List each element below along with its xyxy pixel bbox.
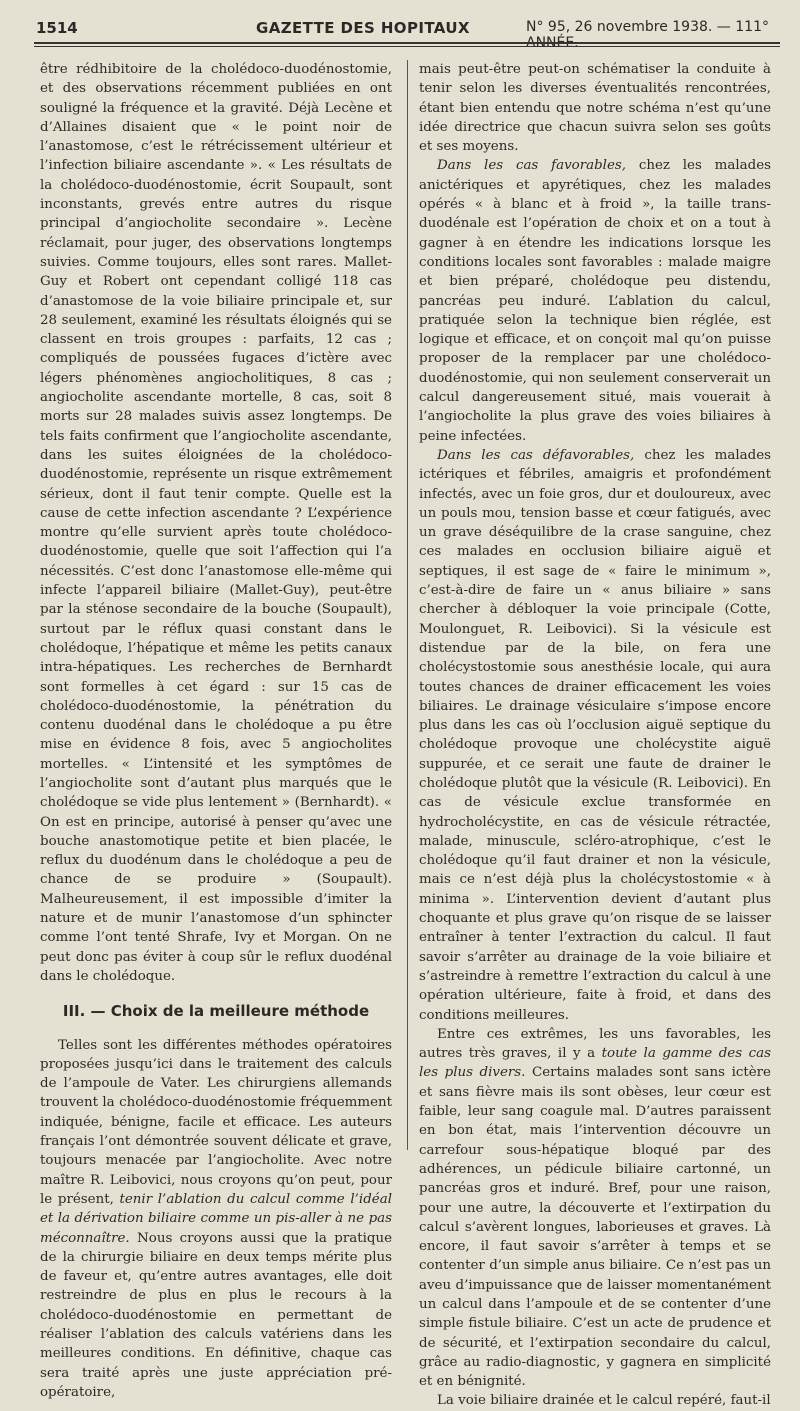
paragraph [419, 446, 771, 1025]
right-column [419, 60, 771, 1411]
text-run: Telles sont les différentes méthodes opératoires proposées jusqu’ici dans le traitement des calculs de l’ampoule de Vater. Les chirurgiens allemands trouvent la cholédoco-duodénostomie fréquemment indiquée, bénigne, facile et efficace. Les auteurs français l’ont démontrée souvent délicate et grave, toujours menacée par l’angiocholite. Avec notre maître R. Leibovici, nous croyons qu’on peut, pour le présent, [40, 1037, 392, 1207]
paragraph [419, 1025, 771, 1392]
text-run: Certains malades sont sans ictère et sans fièvre mais ils sont obèses, leur cœur est faible, leur sang coagule mal. D’autres paraissent en bon état, mais l’intervention découvre un carrefour sous-hépatique bloqué par des adhérences, un pédicule biliaire cartonné, un pancréas gros et induré. Bref, pour une raison, pour une autre, la découverte et l’extirpation du calcul s’avèrent longues, laborieuses et graves. Là encore, il faut savoir s’arrêter à temps et se contenter d’un simple anus biliaire. Ce n’est pas un aveu d’impuissance que de laisser momentanément un calcul dans l’ampoule et de se contenter d’une simple fistule biliaire. C’est un acte de prudence et de sécurité, et l’extirpation secondaire du calcul, grâce au radio-diagnostic, y gagnera en simplicité et en bénignité. [419, 1065, 771, 1390]
emphasis: Dans les cas favorables, [437, 158, 626, 174]
paragraph [40, 1036, 392, 1403]
text-run: Entre ces extrêmes, les uns favorables, les autres très graves, il y a [419, 1026, 771, 1062]
text-run: chez les malades ictériques et fébriles, amaigris et profondément infectés, avec un foie gros, dur et douloureux, avec un pouls mou, tension basse et cœur fatigués, avec un grave déséquilibre de la crase sanguine, chez ces malades en occlusion biliaire aiguë et septiques, il est sage de « faire le minimum », c’est-à-dire de faire un « anus biliaire » sans chercher à débloquer la voie principale (Cotte, Moulonguet, R. Leibovici). Si la vésicule est distendue par de la bile, on fera une cholécystostomie sous anesthésie locale, qui aura toutes chances de drainer efficacement les voies biliaires. Le drainage vésiculaire s’impose encore plus dans les cas où l’occlusion aiguë septique du cholédoque provoque une cholécystite aiguë suppurée, et ce serait une faute de drainer le cholédoque plutôt que la vésicule (R. Leibovici). En cas de vésicule exclue transformée en hydrocholécystite, en cas de vésicule rétractée, malade, minuscule, scléro-atrophique, c’est le cholédoque qu’il faut drainer et non la vésicule, mais ce n’est déjà plus la cholécystostomie « à minima ». L’intervention devient d’autant plus choquante et plus grave qu’on risque de se laisser entraîner à tenter l’extraction du calcul. Il faut savoir s’arrêter au drainage de la voie biliaire et s’astreindre à remettre l’extraction du calcul à une opération ultérieure, faite à froid, et dans des conditions meilleures. [419, 447, 772, 1023]
text-run: chez les malades anictériques et apyrétiques, chez les malades opérés « à blanc et à froid », la taille trans-duodénale est l’opération de choix et on a tout à gagner à en étendre les indications lorsque les conditions locales sont favorables : malade maigre et bien préparé, cholédoque peu distendu, pancréas peu induré. L’ablation du calcul, pratiquée selon la technique bien réglée, est logique et efficace, et on conçoit mal qu’on puisse proposer de la remplacer par une cholédoco-duodénostomie, qui non seulement conserverait un calcul dangereusement situé, mais vouerait à l’angiocholite la plus grave des voies biliaires à peine infectées. [419, 158, 772, 444]
paragraph: mais peut-être peut-on schématiser la conduite à tenir selon les diverses éventualités rencontrées, étant bien entendu que notre schéma n’est qu’une idée directrice que chacun suivra selon ses goûts et ses moyens. [419, 62, 771, 155]
paragraph: La voie biliaire drainée et le calcul repéré, faut-il [437, 1393, 771, 1409]
page-number: 1514 [36, 19, 78, 37]
issue-info: N° 95, 26 novembre 1938. — 111° ANNÉE. [526, 19, 769, 51]
journal-title: GAZETTE DES HOPITAUX [256, 19, 470, 37]
text-run: Nous croyons aussi que la pratique de la chirurgie biliaire en deux temps mérite plus de faveur et, qu’entre autres avantages, elle doit restreindre de plus en plus le recours à la cholédoco-duodénostomie en permettant de réaliser l’ablation des calculs vatériens dans les meilleures conditions. En définitive, chaque cas sera traité après une juste appréciation pré-opératoire, [40, 1230, 392, 1400]
left-column [40, 60, 392, 1402]
emphasis: toute la gamme des cas les plus divers. [419, 1046, 771, 1081]
column-divider [407, 60, 408, 1150]
page-header [30, 15, 784, 51]
emphasis: tenir l’ablation du calcul comme l’idéal et la dérivation biliaire comme un pis-aller à ne pas méconnaître. [40, 1191, 392, 1246]
emphasis: Dans les cas défavorables, [437, 447, 635, 463]
paragraph [419, 156, 771, 445]
paragraph: être rédhibitoire de la cholédoco-duodénostomie, et des observations récemment publiées en ont souligné la fréquence et la gravité. Déjà Lecène et d’Allaines disaient que « le point noir de l’anastomose, c’est le rétrécissement ultérieur et l’infection biliaire ascendante ». « Les résultats de la cholédoco-duodénostomie, écrit Soupault, sont inconstants, grevés entre autres du risque principal d’angiocholite secondaire ». Lecène réclamait, pour juger, des observations longtemps suivies. Comme toujours, elles sont rares. Mallet-Guy et Robert ont cependant colligé 118 cas d’anastomose de la voie biliaire principale et, sur 28 seulement, examiné les résultats éloignés qui se classent en trois groupes : parfaits, 12 cas ; compliqués de poussées fugaces d’ictère avec légers phénomènes angiocholitiques, 8 cas ; angiocholite ascendante mortelle, 8 cas, soit 8 morts sur 28 malades suivis assez longtemps. De tels faits confirment que l’angiocholite ascendante, dans les suites éloignées de la cholédoco-duodénostomie, représente un risque extrêmement sérieux, dont il faut tenir compte. Quelle est la cause de cette infection ascendante ? L’expérience montre qu’elle survient après toute cholédoco-duodénostomie, quelle que soit l’affection qui l’a nécessités. C’est donc l’anastomose elle-même qui infecte l’appareil biliaire (Mallet-Guy), peut-être par la sténose secondaire de la bouche (Soupault), surtout par le réflux quasi constant dans le cholédoque, l’hépatique et même les petits canaux intra-hépatiques. Les recherches de Bernhardt sont formelles à cet égard : sur 15 cas de cholédoco-duodénostomie, la pénétration du contenu duodénal dans le cholédoque a pu être mise en évidence 8 fois, avec 5 angiocholites mortelles. « L’intensité et les symptômes de l’angiocholite sont d’autant plus marqués que le cholédoque se vide plus lentement » (Bernhardt). « On est en principe, autorisé à penser qu’avec une bouche anastomotique petite et bien placée, le reflux du duodénum dans le cholédoque a peu de chance de se produire » (Soupault). Malheureusement, il est impossible d’imiter la nature et de munir l’anastomose d’un sphincter comme l’ont tenté Shrafe, Ivy et Morgan. On ne peut donc pas éviter à coup sûr le reflux duodénal dans le cholédoque. [40, 62, 392, 984]
section-heading: III. — Choix de la meilleure méthode [62, 1002, 370, 1021]
header-rule-thick [34, 42, 780, 44]
header-rule-thin [34, 46, 780, 47]
